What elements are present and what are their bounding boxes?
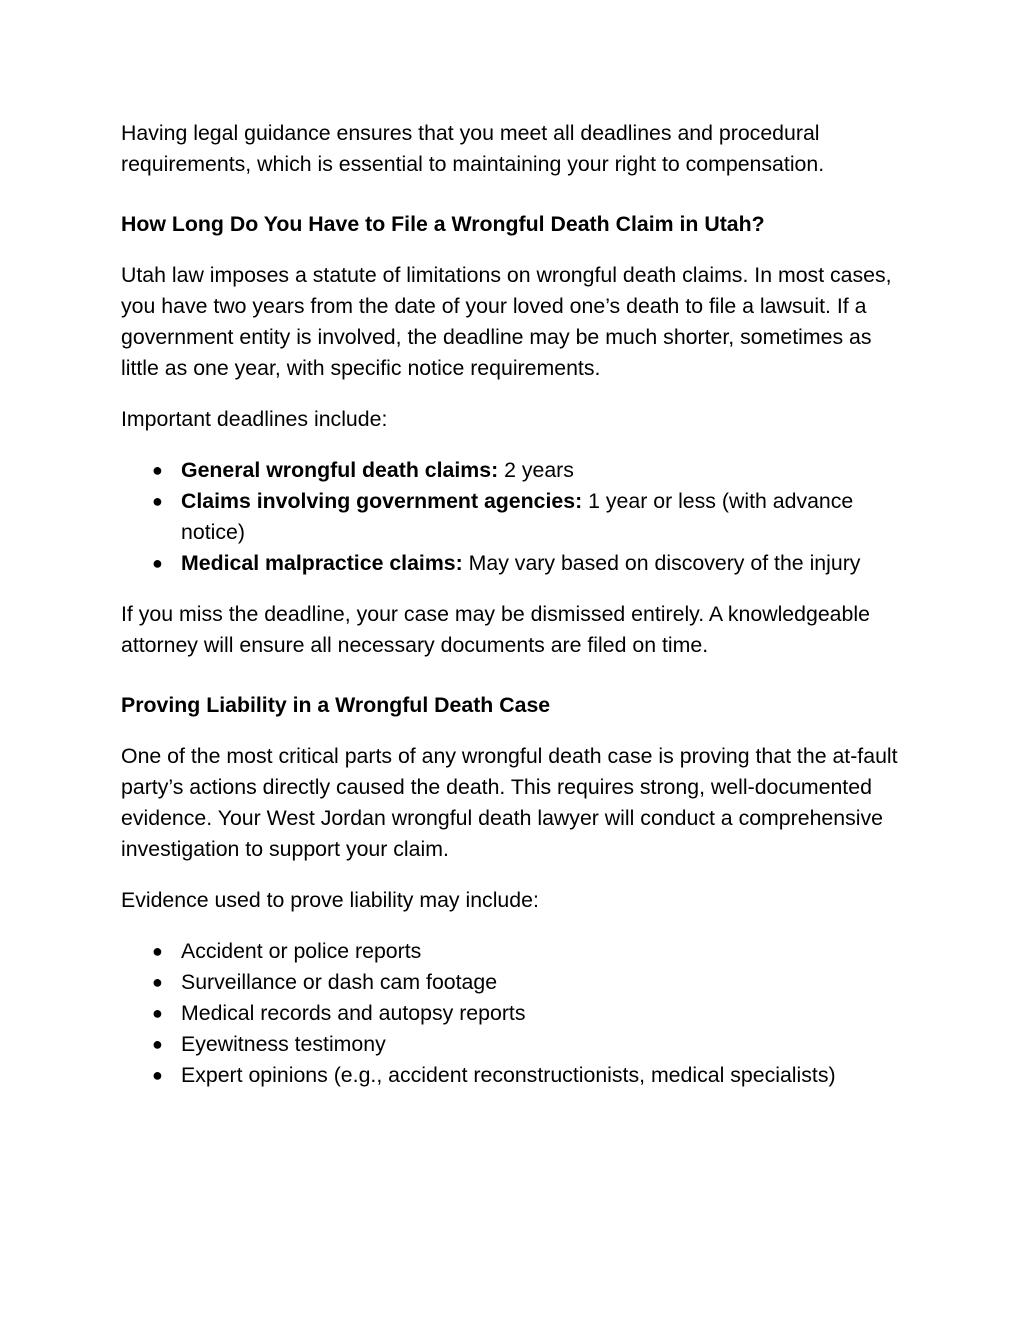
- list-item: [121, 998, 911, 1029]
- deadlines-list-lead: Important deadlines include:: [121, 407, 388, 431]
- bullet-icon: ●: [152, 1034, 163, 1054]
- section-heading-liability: Proving Liability in a Wrongful Death Case: [121, 693, 551, 717]
- list-item-text: 2 years: [498, 458, 574, 482]
- evidence-list-lead: Evidence used to prove liability may include:: [121, 888, 539, 912]
- list-item-text: Medical records and autopsy reports: [181, 1001, 526, 1025]
- list-item-text: 1 year or less (with advance notice): [181, 489, 854, 544]
- deadlines-closing-paragraph: If you miss the deadline, your case may be dismissed entirely. A knowledgeable attorney will ensure all necessary documents are filed on time.: [121, 602, 870, 657]
- list-item: [121, 1029, 911, 1060]
- list-item: [121, 548, 911, 579]
- deadlines-list: [121, 455, 911, 579]
- list-item-term: Medical malpractice claims:: [181, 551, 463, 575]
- list-item-term: General wrongful death claims:: [181, 458, 499, 482]
- intro-paragraph: Having legal guidance ensures that you meet all deadlines and procedural requirements, which is essential to maintaining your right to compensation.: [121, 121, 825, 176]
- deadlines-paragraph: Utah law imposes a statute of limitations on wrongful death claims. In most cases, you have two years from the date of your loved one’s death to file a lawsuit. If a government entity is involved, the deadline may be much shorter, sometimes as little as one year, with specific notice requirements.: [121, 263, 892, 380]
- list-item: [121, 455, 911, 486]
- bullet-icon: ●: [152, 460, 163, 480]
- list-item-text: Eyewitness testimony: [181, 1032, 386, 1056]
- list-item-text: May vary based on discovery of the injury: [462, 551, 861, 575]
- bullet-icon: ●: [152, 1003, 163, 1023]
- evidence-list: [121, 936, 911, 1091]
- list-item: [121, 936, 911, 967]
- list-item-text: Expert opinions (e.g., accident reconstructionists, medical specialists): [181, 1063, 836, 1087]
- list-item: [121, 967, 911, 998]
- bullet-icon: ●: [152, 1065, 163, 1085]
- list-item: [121, 1060, 911, 1091]
- bullet-icon: ●: [152, 491, 163, 511]
- liability-paragraph: One of the most critical parts of any wrongful death case is proving that the at-fault party’s actions directly caused the death. This requires strong, well-documented evidence. Your West Jordan wrongful death lawyer will conduct a comprehensive investigation to support your claim.: [121, 744, 898, 861]
- list-item: [121, 486, 911, 548]
- bullet-icon: ●: [152, 553, 163, 573]
- list-item-text: Accident or police reports: [181, 939, 422, 963]
- bullet-icon: ●: [152, 941, 163, 961]
- document-page: [121, 118, 911, 1111]
- section-heading-deadlines: How Long Do You Have to File a Wrongful Death Claim in Utah?: [121, 212, 765, 236]
- bullet-icon: ●: [152, 972, 163, 992]
- list-item-term: Claims involving government agencies:: [181, 489, 583, 513]
- list-item-text: Surveillance or dash cam footage: [181, 970, 498, 994]
